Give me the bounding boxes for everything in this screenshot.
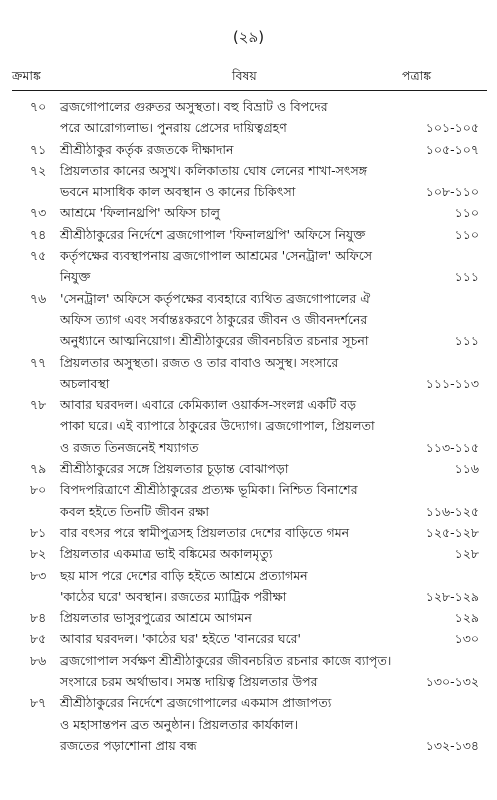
entry-number: ৭৩ bbox=[30, 205, 47, 221]
entry-text: সংসারে চরম অর্থাভাব। সমস্ত দায়িত্ব প্রিয়লতার উপর bbox=[60, 674, 318, 690]
entry-page-range: ১০৫-১০৭ bbox=[425, 141, 479, 157]
entry-line bbox=[0, 266, 497, 287]
header-divider bbox=[12, 90, 487, 91]
contents-entry bbox=[0, 352, 497, 395]
entry-number: ৭৫ bbox=[30, 248, 47, 264]
entry-number: ৭১ bbox=[30, 141, 47, 157]
entry-line bbox=[0, 245, 497, 266]
entry-line bbox=[0, 522, 497, 543]
entry-number: ৭৭ bbox=[30, 354, 47, 370]
page-number: (২৯) bbox=[232, 28, 265, 46]
entry-page-range: ১১০ bbox=[454, 226, 479, 242]
contents-entry bbox=[0, 479, 497, 522]
entry-number: ৮৪ bbox=[30, 610, 47, 626]
entry-text: শ্রীশ্রীঠাকুরের নির্দেশে ব্রজগোপালের একমাস প্রাজাপত্য bbox=[60, 695, 332, 711]
entry-page-range: ১১৬ bbox=[454, 461, 479, 477]
entry-text: ব্রজগোপাল সর্বক্ষণ শ্রীশ্রীঠাকুরের জীবনচরিত রচনার কাজে ব্যাপৃত। bbox=[60, 652, 392, 668]
contents-entry bbox=[0, 458, 497, 479]
entry-text: 'কাঠের ঘরে' অবস্থান। রজতের ম্যাট্রিক পরীক্ষা bbox=[60, 588, 287, 604]
entry-line bbox=[0, 501, 497, 522]
entry-number: ৭২ bbox=[30, 162, 47, 178]
entry-line bbox=[0, 543, 497, 564]
entry-line bbox=[0, 139, 497, 160]
entry-line bbox=[0, 117, 497, 138]
entry-page-range: ১২৮ bbox=[454, 546, 479, 562]
entry-text: পরে আরোগ্যলাভ। পুনরায় প্রেসের দায়িত্বগ্রহণ bbox=[60, 120, 287, 136]
entry-page-range: ১০৮-১১০ bbox=[425, 184, 479, 200]
entry-line bbox=[0, 714, 497, 735]
contents-entry bbox=[0, 202, 497, 223]
entry-text: আবার ঘরবদল। এবারে কেমিক্যাল ওয়ার্কস-সংলগ্ন একটি বড় bbox=[60, 397, 357, 413]
entry-line bbox=[0, 415, 497, 436]
entry-text: বার বৎসর পরে স্বামীপুত্রসহ প্রিয়লতার দেশের বাড়িতে গমন bbox=[60, 524, 350, 540]
contents-entry bbox=[0, 139, 497, 160]
entry-text: ও রজত তিনজনেই শয্যাগত bbox=[60, 439, 199, 455]
entry-number: ৭৪ bbox=[30, 226, 47, 242]
contents-entry bbox=[0, 607, 497, 628]
entry-page-range: ১৩০ bbox=[454, 631, 479, 647]
entry-page-range: ১১১ bbox=[454, 269, 479, 285]
contents-entry bbox=[0, 522, 497, 543]
contents-entry bbox=[0, 543, 497, 564]
entry-line bbox=[0, 586, 497, 607]
entry-line bbox=[0, 352, 497, 373]
entry-number: ৮৫ bbox=[30, 631, 47, 647]
entry-page-range: ১১০ bbox=[454, 205, 479, 221]
contents-entry bbox=[0, 96, 497, 139]
entry-text: শ্রীশ্রীঠাকুরের নির্দেশে ব্রজগোপাল 'ফিনালথ্রপি' অফিসে নিযুক্ত bbox=[60, 226, 366, 242]
contents-entry bbox=[0, 288, 497, 352]
entry-line bbox=[0, 437, 497, 458]
entry-line bbox=[0, 607, 497, 628]
contents-entry bbox=[0, 160, 497, 203]
entry-page-range: ১০১-১০৫ bbox=[425, 120, 479, 136]
contents-entry bbox=[0, 650, 497, 693]
entry-text: কর্তৃপক্ষের ব্যবস্থাপনায় ব্রজগোপাল আশ্রমের 'সেনট্রাল' অফিসে bbox=[60, 248, 373, 264]
entry-page-range: ১৩০-১৩২ bbox=[425, 674, 479, 690]
entry-number: ৮৬ bbox=[30, 652, 47, 668]
entry-number: ৮০ bbox=[30, 482, 47, 498]
contents-entry bbox=[0, 565, 497, 608]
entry-text: আবার ঘরবদল। 'কাঠের ঘর' হইতে 'বানরের ঘরে' bbox=[60, 631, 301, 647]
entry-text: ব্রজগোপালের গুরুতর অসুস্থতা। বহু বিভ্রাট ও বিপদের bbox=[60, 99, 328, 114]
entry-line bbox=[0, 628, 497, 649]
entry-line bbox=[0, 224, 497, 245]
column-header-subject: বিষয় bbox=[232, 68, 257, 83]
entry-line bbox=[0, 288, 497, 309]
entry-page-range: ১২৯ bbox=[454, 610, 479, 626]
entry-text: প্রিয়লতার ভাসুরপুত্রের আশ্রমে আগমন bbox=[60, 610, 252, 626]
column-header-page: পত্রাঙ্ক bbox=[402, 68, 432, 83]
entry-line bbox=[0, 565, 497, 586]
contents-list bbox=[0, 96, 497, 756]
entry-text: রজতের পড়াশোনা প্রায় বন্ধ bbox=[60, 737, 197, 753]
entry-number: ৭৮ bbox=[30, 397, 47, 413]
entry-number: ৭৯ bbox=[30, 461, 47, 477]
entry-text: ও মহাসান্তপন ব্রত অনুষ্ঠান। প্রিয়লতার কার্যকাল। bbox=[60, 716, 299, 732]
entry-number: ৮১ bbox=[30, 524, 47, 540]
entry-line bbox=[0, 458, 497, 479]
contents-entry bbox=[0, 394, 497, 458]
entry-line bbox=[0, 309, 497, 330]
entry-page-range: ১৩২-১৩৪ bbox=[425, 737, 479, 753]
entry-line bbox=[0, 202, 497, 223]
entry-text: প্রিয়লতার অসুস্থতা। রজত ও তার বাবাও অসুস্থ। সংসারে bbox=[60, 354, 339, 370]
contents-entry bbox=[0, 692, 497, 756]
entry-text: নিযুক্ত bbox=[60, 269, 91, 285]
entry-page-range: ১২৮-১২৯ bbox=[425, 588, 479, 604]
entry-page-range: ১১১ bbox=[454, 333, 479, 349]
entry-text: অচলাবস্থা bbox=[60, 375, 110, 391]
entry-text: কবল হইতে তিনটি জীবন রক্ষা bbox=[60, 503, 209, 519]
entry-text: বিপদপরিত্রাণে শ্রীশ্রীঠাকুরের প্রত্যক্ষ ভূমিকা। নিশ্চিত বিনাশের bbox=[60, 482, 358, 498]
contents-entry bbox=[0, 245, 497, 288]
contents-entry bbox=[0, 628, 497, 649]
entry-line bbox=[0, 394, 497, 415]
entry-text: শ্রীশ্রীঠাকুরের সঙ্গে প্রিয়লতার চূড়ান্ত বোঝাপড়া bbox=[60, 461, 289, 477]
entry-text: ছয় মাস পরে দেশের বাড়ি হইতে আশ্রমে প্রত্যাগমন bbox=[60, 567, 308, 583]
entry-number: ৮২ bbox=[30, 546, 47, 562]
entry-text: অনুধ্যানে আত্মনিয়োগ। শ্রীশ্রীঠাকুরের জীবনচরিত রচনার সূচনা bbox=[60, 333, 369, 349]
entry-line bbox=[0, 671, 497, 692]
entry-text: অফিস ত্যাগ এবং সর্বান্তঃকরণে ঠাকুরের জীবন ও জীবনদর্শনের bbox=[60, 311, 368, 327]
entry-line bbox=[0, 181, 497, 202]
entry-page-range: ১১৩-১১৫ bbox=[425, 439, 479, 455]
entry-line bbox=[0, 650, 497, 671]
entry-line bbox=[0, 479, 497, 500]
entry-line bbox=[0, 373, 497, 394]
entry-line bbox=[0, 692, 497, 713]
entry-number: ৮৭ bbox=[30, 695, 47, 711]
entry-number: ৭০ bbox=[30, 99, 47, 114]
entry-page-range: ১১৬-১২৫ bbox=[425, 503, 479, 519]
entry-number: ৮৩ bbox=[30, 567, 47, 583]
entry-text: ভবনে মাসাধিক কাল অবস্থান ও কানের চিকিৎসা bbox=[60, 184, 296, 200]
entry-text: পাকা ঘরে। এই ব্যাপারে ঠাকুরের উদ্যোগ। ব্রজগোপাল, প্রিয়লতা bbox=[60, 418, 375, 434]
entry-text: প্রিয়লতার একমাত্র ভাই বঙ্কিমের অকালমৃত্যু bbox=[60, 546, 273, 562]
entry-text: প্রিয়লতার কানের অসুখ। কলিকাতায় ঘোষ লেনের শাখা-সৎসঙ্গ bbox=[60, 162, 368, 178]
contents-entry bbox=[0, 224, 497, 245]
entry-line bbox=[0, 735, 497, 756]
entry-page-range: ১১১-১১৩ bbox=[425, 375, 479, 391]
entry-line bbox=[0, 330, 497, 351]
entry-line bbox=[0, 160, 497, 181]
entry-text: আশ্রমে 'ফিলানথ্রপি' অফিস চালু bbox=[60, 205, 220, 221]
entry-text: শ্রীশ্রীঠাকুর কর্তৃক রজতকে দীক্ষাদান bbox=[60, 141, 234, 157]
entry-text: 'সেনট্রাল' অফিসে কর্তৃপক্ষের ব্যবহারে ব্যথিত ব্রজগোপালের ঐ bbox=[60, 290, 371, 306]
column-header-serial: ক্রমাঙ্ক bbox=[12, 68, 41, 83]
entry-number: ৭৬ bbox=[30, 290, 47, 306]
entry-page-range: ১২৫-১২৮ bbox=[425, 524, 479, 540]
entry-line bbox=[0, 96, 497, 117]
